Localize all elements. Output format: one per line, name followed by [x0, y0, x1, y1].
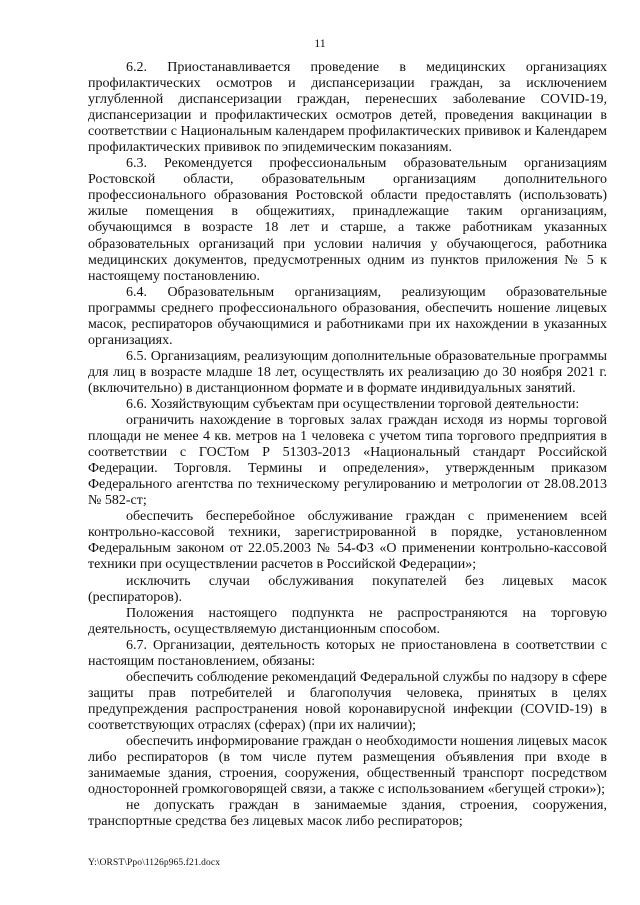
- paragraph-6-4: 6.4. Образовательным организациям, реализующим образовательные программы среднего профессионального образования, обеспечить ношение лицевых масок, респираторов обучающимися и работниками при их нахождении в указанных организациях.: [88, 284, 607, 348]
- page-number: 11: [314, 36, 326, 50]
- footer-file-path: Y:\ORST\Ppo\1126p965.f21.docx: [88, 858, 221, 868]
- paragraph-6-2: 6.2. Приостанавливается проведение в медицинских организациях профилактических осмотров и диспансеризации граждан, за исключением углубленной диспансеризации граждан, перенесших заболевание COVID-19, диспансеризации и профилактических осмотров детей, проведения вакцинации в соответствии с Национальным календарем профилактических прививок и Календарем профилактических прививок по эпидемическим показаниям.: [88, 60, 607, 156]
- paragraph-6-5: 6.5. Организациям, реализующим дополнительные образовательные программы для лиц в возрасте младше 18 лет, осуществлять их реализацию до 30 ноября 2021 г. (включительно) в дистанционном формате и в формате индивидуальных занятий.: [88, 348, 607, 396]
- paragraph-6-3: 6.3. Рекомендуется профессиональным образовательным организациям Ростовской области, образовательным организациям дополнительного профессионального образования Ростовской области предоставлять (использовать) жилые помещения в общежитиях, принадлежащие таким организациям, обучающимся в возрасте 18 лет и старше, а также работникам указанных образовательных организаций при условии наличия у обучающегося, работника медицинских документов, предусмотренных одним из пунктов приложения № 5 к настоящему постановлению.: [88, 156, 607, 284]
- paragraph-6-7-informing: обеспечить информирование граждан о необходимости ношения лицевых масок либо респираторов (в том числе путем размещения объявления при входе в занимаемые здания, строения, сооружения, общественный транспорт посредством односторонней громкоговорящей связи, а также с использованием «бегущей строки»);: [88, 733, 607, 798]
- paragraph-6-6-cash-registers: обеспечить бесперебойное обслуживание граждан с применением всей контрольно-кассовой техники, зарегистрированной в порядке, установленном Федеральным законом от 22.05.2003 № 54-ФЗ «О применении контрольно-кассовой техники при осуществлении расчетов в Российской Федерации»;: [88, 509, 607, 573]
- document-body: [88, 60, 607, 830]
- paragraph-6-7-no-admission: не допускать граждан в занимаемые здания, строения, сооружения, транспортные средства без лицевых масок либо респираторов;: [88, 798, 607, 830]
- paragraph-6-7: 6.7. Организации, деятельность которых не приостановлена в соответствии с настоящим постановлением, обязаны:: [88, 637, 607, 669]
- paragraph-6-7-recommendations: обеспечить соблюдение рекомендаций Федеральной службы по надзору в сфере защиты прав потребителей и благополучия человека, принятых в целях предупреждения распространения новой коронавирусной инфекции (COVID-19) в соответствующих отраслях (сферах) (при их наличии);: [88, 669, 607, 733]
- paragraph-6-6: 6.6. Хозяйствующим субъектам при осуществлении торговой деятельности:: [126, 396, 580, 412]
- paragraph-6-6-exception: Положения настоящего подпункта не распространяются на торговую деятельность, осуществляемую дистанционным способом.: [88, 605, 607, 637]
- paragraph-6-6-no-masks: исключить случаи обслуживания покупателей без лицевых масок (респираторов).: [88, 573, 607, 605]
- paragraph-6-6-limit-visitors: ограничить нахождение в торговых залах граждан исходя из нормы торговой площади не менее 4 кв. метров на 1 человека с учетом типа торгового предприятия в соответствии с ГОСТом Р 51303-2013 «Национальный стандарт Российской Федерации. Торговля. Термины и определения», утвержденным приказом Федерального агентства по техническому регулированию и метрологии от 28.08.2013 № 582-ст;: [88, 413, 607, 509]
